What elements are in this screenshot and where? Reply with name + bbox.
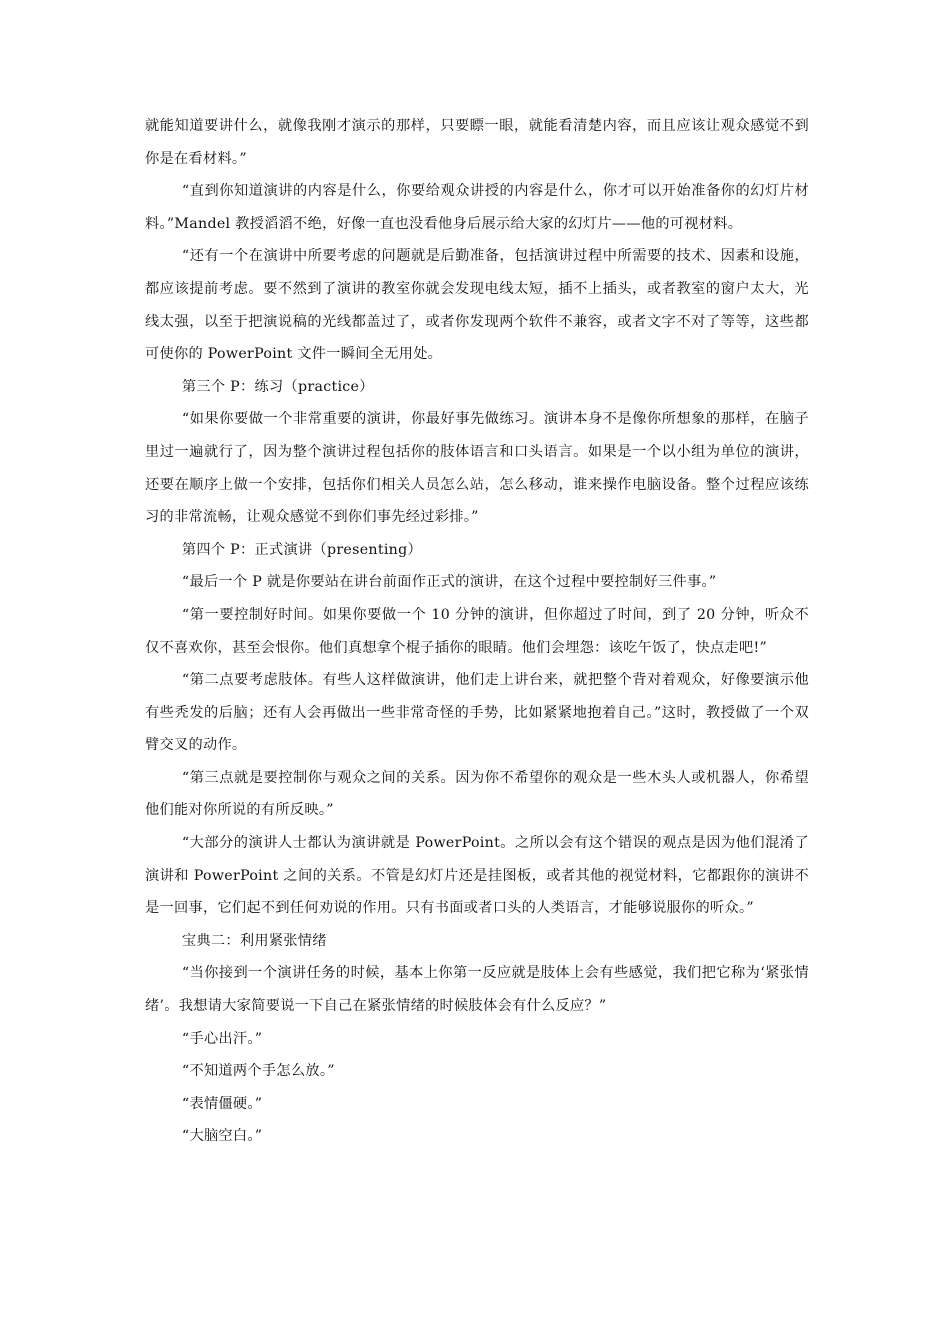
paragraph-reply-sweaty-palms: “手心出汗。” — [181, 1030, 263, 1047]
paragraph-reply-stiff-face: “表情僵硬。” — [181, 1095, 263, 1112]
heading-third-p-practice: 第三个 P：练习（practice） — [181, 378, 374, 395]
paragraph-time-control: “第一要控制好时间。如果你要做一个 10 分钟的演讲，但你超过了时间，到了 20 分钟，听众不仅不喜欢你，甚至会恨你。他们真想拿个棍子插你的眼睛。他们会埋怨：该吃午饭了，快点走吧!” — [145, 606, 809, 656]
heading-fourth-p-presenting: 第四个 P：正式演讲（presenting） — [181, 541, 422, 558]
paragraph-continuation: 就能知道要讲什么，就像我刚才演示的那样，只要瞟一眼，就能看清楚内容，而且应该让观众感觉不到你是在看材料。” — [145, 118, 809, 167]
paragraph-audience-relation: “第三点就是要控制你与观众之间的关系。因为你不希望你的观众是一些木头人或机器人，你希望他们能对你所说的有所反映。” — [145, 769, 809, 819]
paragraph-reply-hands: “不知道两个手怎么放。” — [181, 1063, 335, 1080]
document-body — [145, 110, 809, 1153]
paragraph-body-language: “第二点要考虑肢体。有些人这样做演讲，他们走上讲台来，就把整个背对着观众，好像要演示他有些秃发的后脑；还有人会再做出一些非常奇怪的手势，比如紧紧地抱着自己。”这时，教授做了一个双臂交叉的动作。 — [145, 672, 809, 754]
paragraph-powerpoint-misconception: “大部分的演讲人士都认为演讲就是 PowerPoint。之所以会有这个错误的观点是因为他们混淆了演讲和 PowerPoint 之间的关系。不管是幻灯片还是挂图板，或者其他的视觉材料，它都跟你的演讲不是一回事，它们起不到任何劝说的作用。只有书面或者口头的人类语言，才能够说服你的听众。” — [145, 835, 809, 917]
paragraph-logistics: “还有一个在演讲中所要考虑的问题就是后勤准备，包括演讲过程中所需要的技术、因素和设施，都应该提前考虑。要不然到了演讲的教室你就会发现电线太短，插不上插头，或者教室的窗户太大，光线太强，以至于把演说稿的光线都盖过了，或者你发现两个软件不兼容，或者文字不对了等等，这些都可使你的 PowerPoint 文件一瞬间全无用处。 — [145, 248, 809, 363]
paragraph-nervousness: “当你接到一个演讲任务的时候，基本上你第一反应就是肢体上会有些感觉，我们把它称为‘紧张情绪’。我想请大家简要说一下自己在紧张情绪的时候肢体会有什么反应？” — [145, 965, 809, 1015]
heading-secret-two: 宝典二：利用紧张情绪 — [181, 932, 327, 949]
paragraph-three-things: “最后一个 P 就是你要站在讲台前面作正式的演讲，在这个过程中要控制好三件事。” — [181, 574, 717, 591]
paragraph-practice: “如果你要做一个非常重要的演讲，你最好事先做练习。演讲本身不是像你所想象的那样，在脑子里过一遍就行了，因为整个演讲过程包括你的肢体语言和口头语言。如果是一个以小组为单位的演讲，还要在顺序上做一个安排，包括你们相关人员怎么站，怎么移动，谁来操作电脑设备。整个过程应该练习的非常流畅，让观众感觉不到你们事先经过彩排。” — [145, 411, 809, 526]
paragraph-slides-preparation: “直到你知道演讲的内容是什么，你要给观众讲授的内容是什么，你才可以开始准备你的幻灯片材料。”Mandel 教授滔滔不绝，好像一直也没看他身后展示给大家的幻灯片——他的可视材料。 — [145, 183, 809, 232]
paragraph-reply-blank-mind: “大脑空白。” — [181, 1128, 263, 1145]
